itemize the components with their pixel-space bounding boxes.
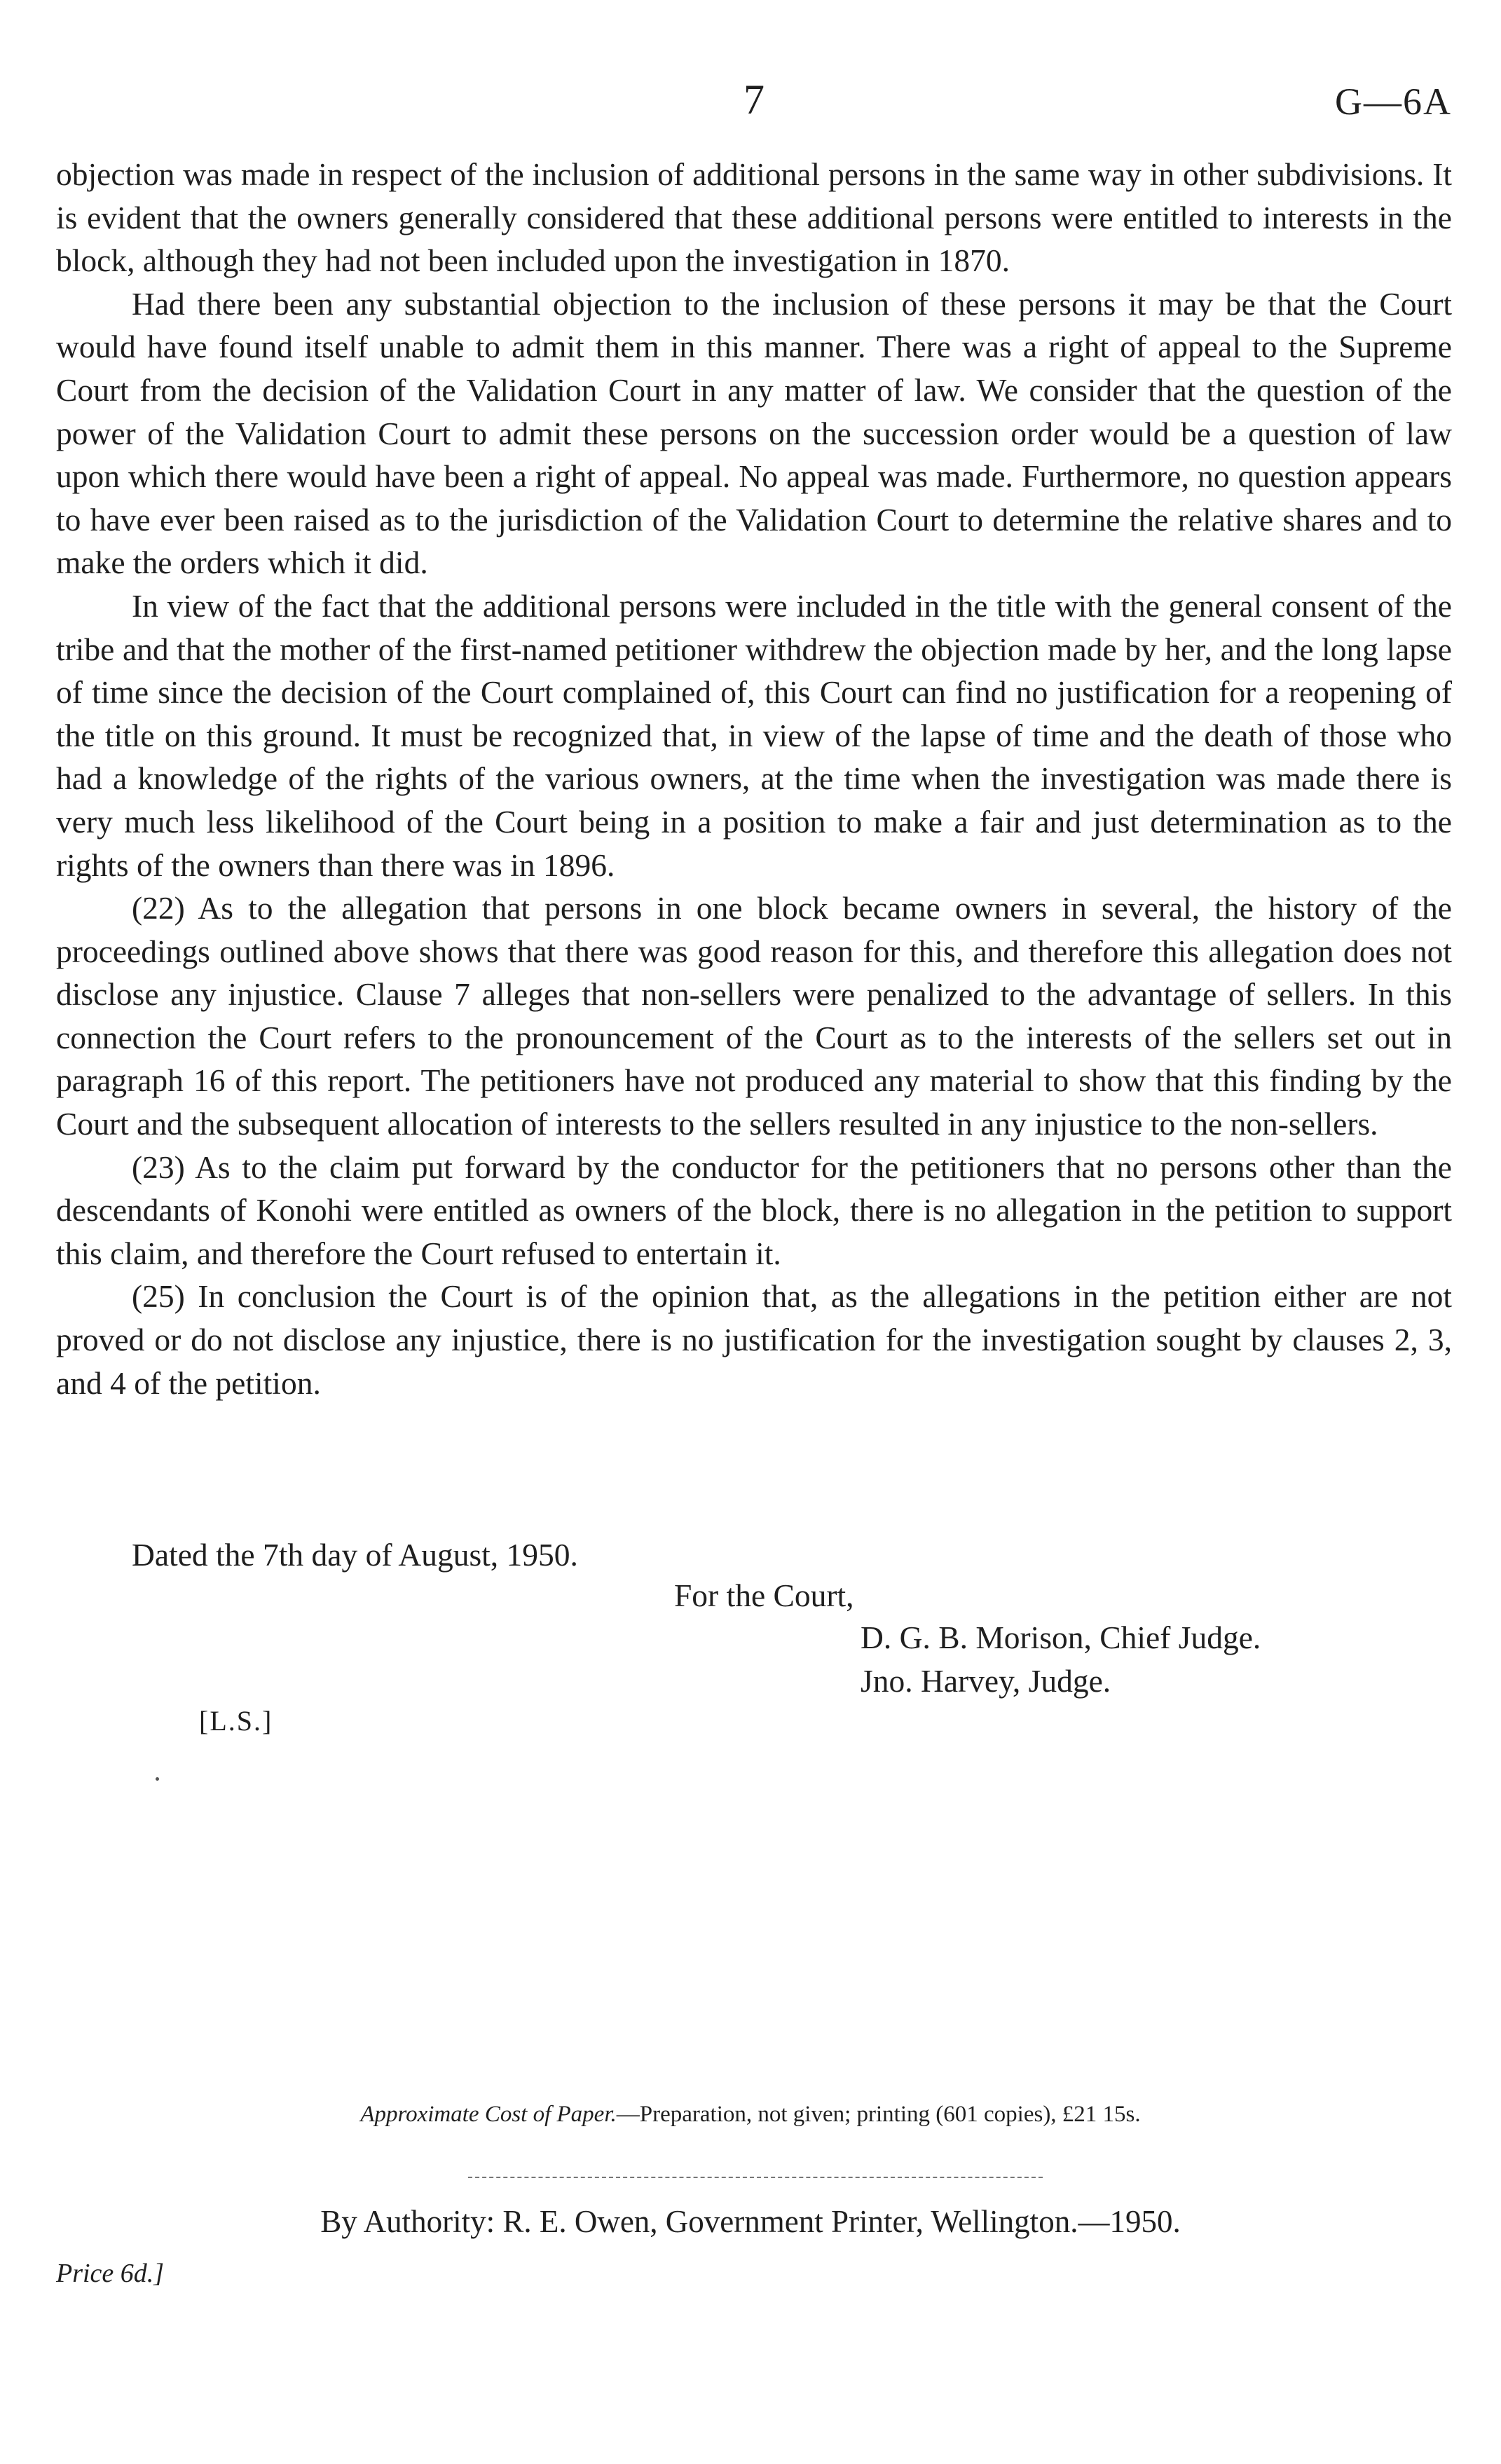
price-label: Price 6d.] — [56, 2259, 165, 2288]
document-reference: G—6A — [1335, 81, 1452, 123]
paragraph-25: (25) In conclusion the Court is of the opinion that, as the allegations in the petition either are not proved or do not disclose any injustice, there is no justification for the investigation sought by clauses 2, 3, and 4 of the petition. — [56, 1278, 1452, 1401]
body-text — [56, 153, 1452, 1404]
paragraph-continuation: objection was made in respect of the inclusion of additional persons in the same way in other subdivisions. It is evident that the owners generally considered that these additional persons were entitled to interests in the block, although they had not been included upon the investigation in 1870. — [56, 156, 1452, 279]
page-header — [56, 76, 1452, 139]
paragraph-in-view: In view of the fact that the additional persons were included in the title with the general consent of the tribe and that the mother of the first-named petitioner withdrew the objection made by her, and the long lapse of time since the decision of the Court complained of, this Court can find no justification for a reopening of the title on this ground. It must be recognized that, in view of the lapse of time and the death of those who had a knowledge of the rights of the various owners, at the time when the investigation was made there is very much less likelihood of the Court being in a position to make a fair and just determination as to the rights of the owners than there was in 1896. — [56, 587, 1452, 883]
footer-divider — [468, 2177, 1043, 2178]
date-line: Dated the 7th day of August, 1950. — [132, 1537, 578, 1573]
ink-dot — [156, 1777, 159, 1781]
cost-details: —Preparation, not given; printing (601 copies), £21 15s. — [616, 2102, 1141, 2127]
paragraph-23: (23) As to the claim put forward by the conductor for the petitioners that no persons other than the descendants of Konohi were entitled as owners of the block, there is no allegation in the petition to support this claim, and therefore the Court refused to entertain it. — [56, 1149, 1452, 1271]
for-the-court: For the Court, — [674, 1577, 854, 1613]
printer-authority: By Authority: R. E. Owen, Government Printer, Wellington.—1950. — [320, 2204, 1181, 2239]
cost-of-paper — [0, 2102, 1501, 2128]
signature-chief-judge: D. G. B. Morison, Chief Judge. — [861, 1620, 1261, 1655]
page-number: 7 — [743, 76, 765, 123]
signature-judge: Jno. Harvey, Judge. — [861, 1663, 1111, 1699]
cost-label: Approximate Cost of Paper. — [360, 2102, 617, 2127]
paragraph-substantial-objection: Had there been any substantial objection to the inclusion of these persons it may be that the Court would have found itself unable to admit them in this manner. There was a right of appeal to the Supreme Court from the decision of the Validation Court in any matter of law. We consider that the question of the power of the Validation Court to admit these persons on the succession order would be a question of law upon which there would have been a right of appeal. No appeal was made. Furthermore, no question appears to have ever been raised as to the jurisdiction of the Validation Court to determine the relative shares and to make the orders which it did. — [56, 285, 1452, 581]
seal-mark: [L.S.] — [199, 1705, 273, 1737]
paragraph-22: (22) As to the allegation that persons in one block became owners in several, the history of the proceedings outlined above shows that there was good reason for this, and therefore this allegation does not disclose any injustice. Clause 7 alleges that non-sellers were penalized to the advantage of sellers. In this connection the Court refers to the pronouncement of the Court as to the interests of the sellers set out in paragraph 16 of this report. The petitioners have not produced any material to show that this finding by the Court and the subsequent allocation of interests to the sellers resulted in any injustice to the non-sellers. — [56, 890, 1452, 1142]
